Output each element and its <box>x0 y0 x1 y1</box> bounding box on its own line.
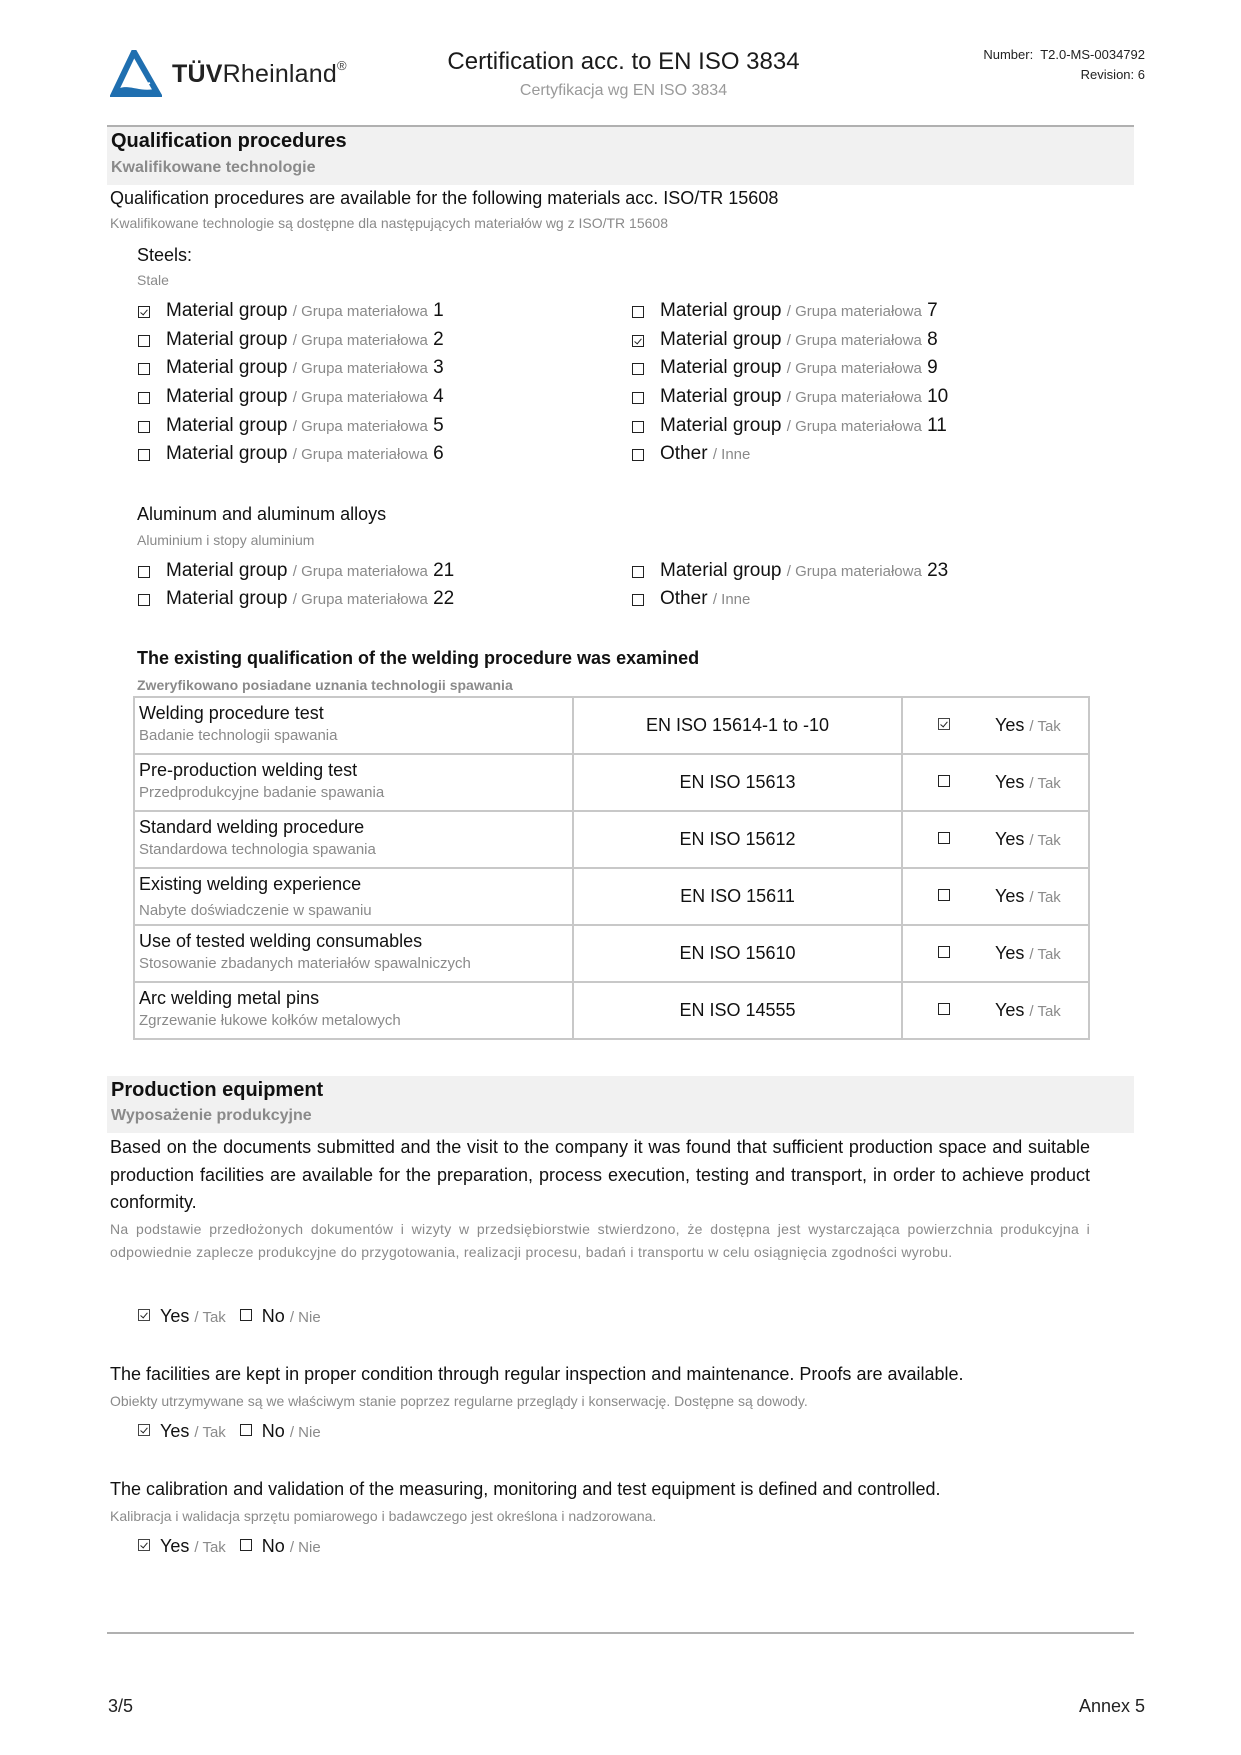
row-name: Use of tested welding consumables <box>139 931 423 951</box>
statement-3-options: Yes / Tak No / Nie <box>138 1536 321 1557</box>
document-title: Certification acc. to EN ISO 3834 <box>447 48 800 75</box>
qualification-intro-pl: Kwalifikowane technologie są dostępne dla następujących materiałów wg z ISO/TR 15608 <box>110 215 668 231</box>
yes-label: Yes <box>160 1306 190 1326</box>
checkbox-empty-icon[interactable] <box>938 832 950 844</box>
checkbox-checked-icon[interactable] <box>138 1424 150 1436</box>
statement-3-text-pl: Kalibracja i walidacja sprzętu pomiarowego i badawczego jest określona i nadzorowana. <box>110 1508 657 1524</box>
checkbox-empty-icon[interactable] <box>632 421 644 433</box>
checkbox-empty-icon[interactable] <box>632 449 644 461</box>
row-name-pl: Stosowanie zbadanych materiałów spawalniczych <box>139 955 471 972</box>
yes-label: Yes / Tak <box>995 829 1061 849</box>
checkbox-empty-icon[interactable] <box>938 775 950 787</box>
row-standard: EN ISO 14555 <box>573 982 902 1039</box>
row-standard: EN ISO 15614-1 to -10 <box>573 697 902 754</box>
row-standard: EN ISO 15612 <box>573 811 902 868</box>
checkbox-empty-icon[interactable] <box>138 594 150 606</box>
table-row <box>134 754 1089 811</box>
row-name-pl: Przedprodukcyjne badanie spawania <box>139 784 385 801</box>
checkbox-empty-icon[interactable] <box>632 594 644 606</box>
statement-3-text: The calibration and validation of the measuring, monitoring and test equipment is defined and controlled. <box>110 1479 941 1499</box>
table-row <box>134 925 1089 982</box>
row-name: Standard welding procedure <box>139 817 365 837</box>
checkbox-checked-icon[interactable] <box>138 1539 150 1551</box>
section-header-qualification <box>107 127 1134 185</box>
checkbox-checked-icon[interactable] <box>938 718 950 730</box>
section-title: Qualification procedures <box>111 130 347 152</box>
row-name-pl: Standardowa technologia spawania <box>139 841 376 858</box>
statement-1-text-pl: Na podstawie przedłożonych dokumentów i wizyty w przedsiębiorstwie stwierdzono, że dostępna jest wystarczająca powierzchnia produkcyjna i odpowiednie zaplecze produkcyjne do przygotowania, realizacji procesu, badań i transportu w celu osiągnięcia zgodności wyrobu. <box>110 1221 1090 1260</box>
table-row <box>134 697 1089 754</box>
section-title: Production equipment <box>111 1079 324 1101</box>
document-revision: Revision: 6 <box>1080 67 1145 82</box>
page-number: 3/5 <box>108 1696 134 1716</box>
row-name-pl: Zgrzewanie łukowe kołków metalowych <box>139 1012 401 1029</box>
checkbox-empty-icon[interactable] <box>938 1003 950 1015</box>
checkbox-empty-icon[interactable] <box>138 363 150 375</box>
yes-label: Yes / Tak <box>995 772 1061 792</box>
checkbox-checked-icon[interactable] <box>632 335 644 347</box>
checkbox-empty-icon[interactable] <box>632 306 644 318</box>
checkbox-empty-icon[interactable] <box>138 392 150 404</box>
welding-qualification-table <box>133 696 1090 1040</box>
qualification-intro: Qualification procedures are available for the following materials acc. ISO/TR 15608 <box>110 188 779 208</box>
statement-1-text: Based on the documents submitted and the visit to the company it was found that sufficient production space and suitable production facilities are available for the preparation, process execution, testing and transport, in order to achieve product conformity. <box>110 1137 1090 1212</box>
document-number: Number: T2.0-MS-0034792 <box>983 47 1145 62</box>
existing-qualification-heading: The existing qualification of the welding procedure was examined <box>137 648 700 668</box>
logo-wordmark: TÜVRheinland® <box>172 58 347 88</box>
section-header-production <box>107 1076 1134 1133</box>
row-name: Existing welding experience <box>139 874 362 894</box>
yes-label: Yes / Tak <box>995 1000 1061 1020</box>
no-label: No <box>261 1306 285 1326</box>
aluminum-heading: Aluminum and aluminum alloys <box>137 504 387 524</box>
yes-label: Yes / Tak <box>995 715 1061 735</box>
no-label: No <box>261 1536 285 1556</box>
table-row <box>134 868 1089 925</box>
row-standard: EN ISO 15613 <box>573 754 902 811</box>
row-name-pl: Nabyte doświadczenie w spawaniu <box>139 902 372 919</box>
statement-2-options: Yes / Tak No / Nie <box>138 1421 321 1442</box>
yes-label: Yes <box>160 1421 190 1441</box>
yes-label: Yes / Tak <box>995 886 1061 906</box>
row-name: Pre-production welding test <box>139 760 358 780</box>
section-title-pl: Kwalifikowane technologie <box>111 159 316 176</box>
steels-heading: Steels: <box>137 245 193 265</box>
checkbox-empty-icon[interactable] <box>138 566 150 578</box>
aluminum-heading-pl: Aluminium i stopy aluminium <box>137 532 315 548</box>
table-row <box>134 982 1089 1039</box>
yes-label: Yes <box>160 1536 190 1556</box>
row-name-pl: Badanie technologii spawania <box>139 727 338 744</box>
checkbox-empty-icon[interactable] <box>240 1309 252 1321</box>
statement-1-options: Yes / Tak No / Nie <box>138 1306 321 1327</box>
checkbox-empty-icon[interactable] <box>138 421 150 433</box>
document-subtitle: Certyfikacja wg EN ISO 3834 <box>519 82 728 99</box>
statement-2-text-pl: Obiekty utrzymywane są we właściwym stanie poprzez regularne przeglądy i konserwację. Dostępne są dowody. <box>110 1393 808 1409</box>
checkbox-checked-icon[interactable] <box>138 306 150 318</box>
row-name: Welding procedure test <box>139 703 324 723</box>
row-standard: EN ISO 15610 <box>573 925 902 982</box>
checkbox-empty-icon[interactable] <box>138 449 150 461</box>
checkbox-empty-icon[interactable] <box>632 566 644 578</box>
checkbox-empty-icon[interactable] <box>938 946 950 958</box>
footer-divider <box>107 1632 1134 1634</box>
checkbox-empty-icon[interactable] <box>632 363 644 375</box>
row-name: Arc welding metal pins <box>139 988 320 1008</box>
checkbox-empty-icon[interactable] <box>240 1539 252 1551</box>
row-standard: EN ISO 15611 <box>573 868 902 925</box>
steels-heading-pl: Stale <box>137 272 169 288</box>
checkbox-checked-icon[interactable] <box>138 1309 150 1321</box>
checkbox-empty-icon[interactable] <box>632 392 644 404</box>
checkbox-empty-icon[interactable] <box>240 1424 252 1436</box>
existing-qualification-heading-pl: Zweryfikowano posiadane uznania technologii spawania <box>137 677 513 693</box>
yes-label: Yes / Tak <box>995 943 1061 963</box>
annex-label: Annex 5 <box>1078 1696 1145 1716</box>
statement-2-text: The facilities are kept in proper condition through regular inspection and maintenance. Proofs are available. <box>110 1364 964 1384</box>
section-title-pl: Wyposażenie produkcyjne <box>111 1107 312 1124</box>
checkbox-empty-icon[interactable] <box>938 889 950 901</box>
checkbox-empty-icon[interactable] <box>138 335 150 347</box>
table-row <box>134 811 1089 868</box>
no-label: No <box>261 1421 285 1441</box>
